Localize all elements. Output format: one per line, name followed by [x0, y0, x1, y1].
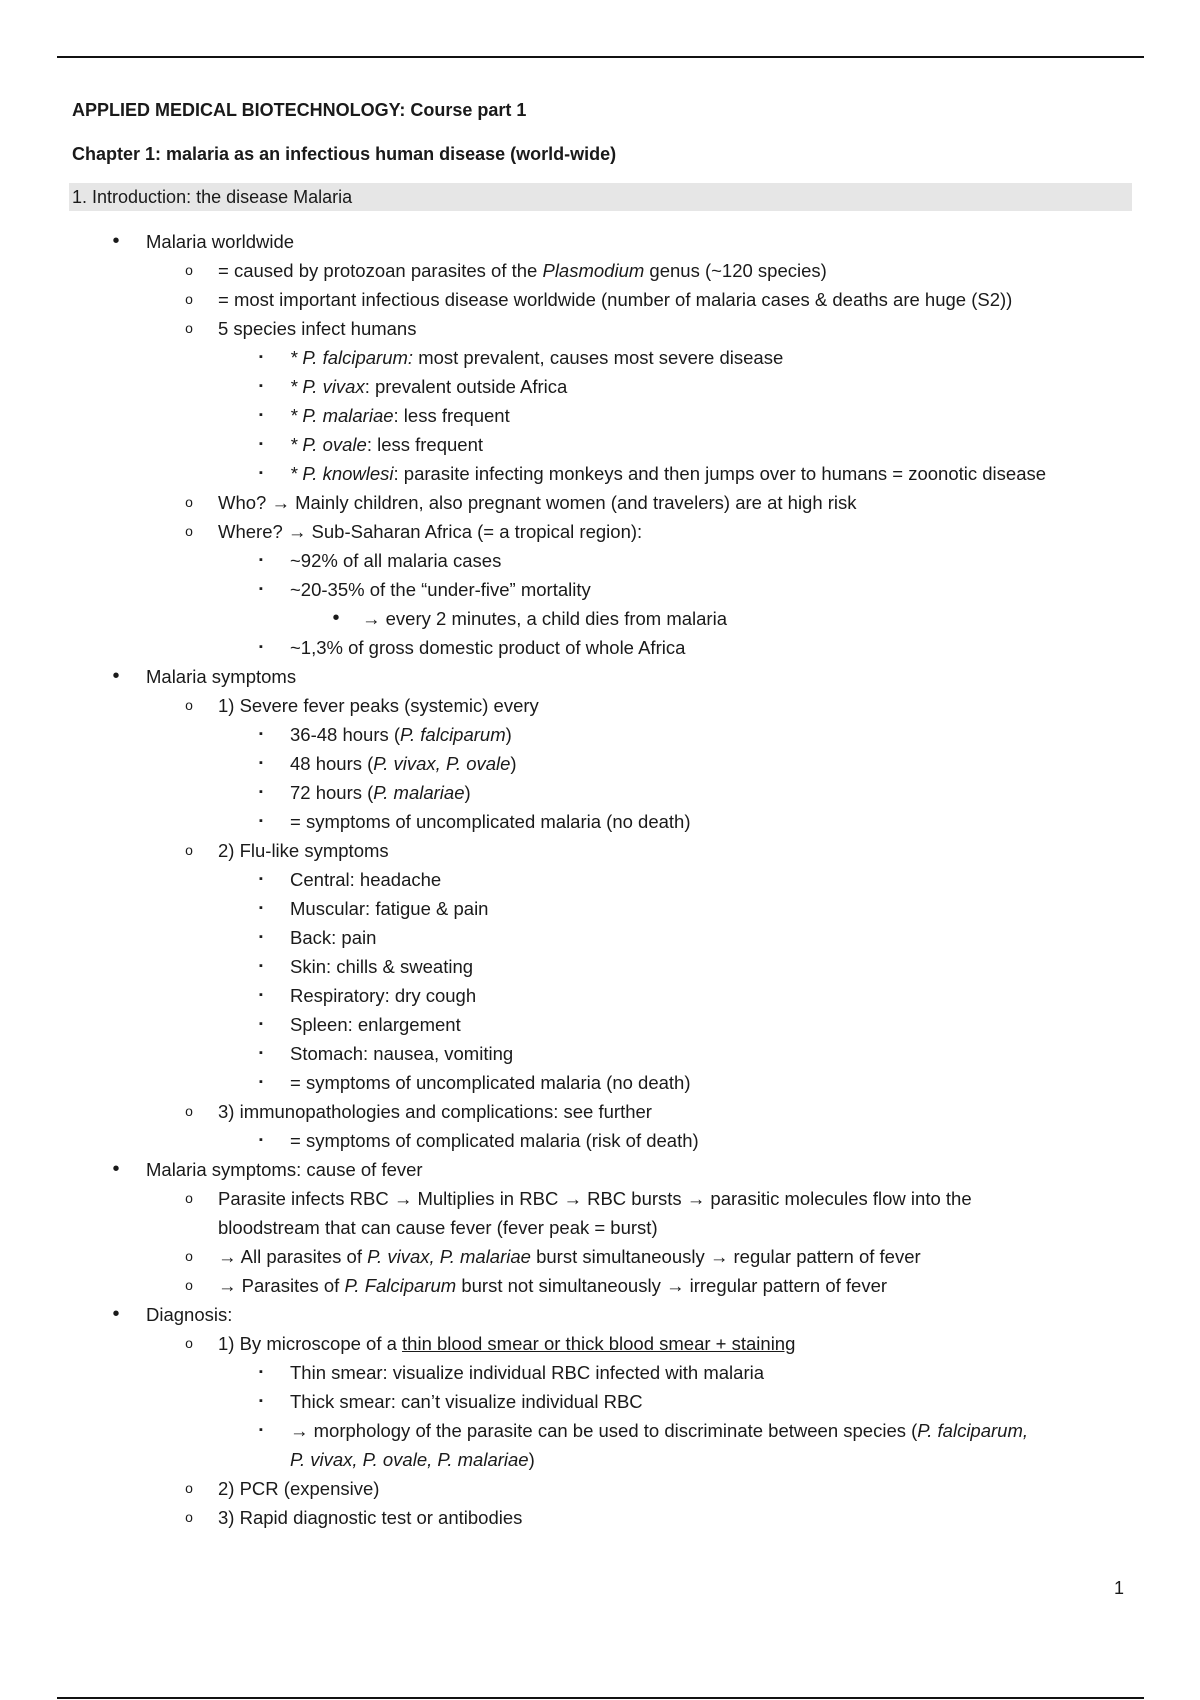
list-item: ▪ ~92% of all malaria cases — [72, 546, 1132, 575]
bullet-square: ▪ — [259, 583, 263, 595]
list-item: • Malaria symptoms — [72, 662, 1132, 691]
bullet-circle: o — [185, 291, 193, 307]
list-item: ▪ → morphology of the parasite can be used to discriminate between species (P. falciparum, — [72, 1416, 1132, 1445]
bullet-square: ▪ — [259, 1395, 263, 1407]
list-item-continuation: P. vivax, P. ovale, P. malariae) — [290, 1449, 535, 1470]
bullet-dot: • — [112, 1303, 120, 1325]
bullet-square: ▪ — [259, 641, 263, 653]
list-item: ▪ = symptoms of uncomplicated malaria (no death) — [72, 807, 1132, 836]
bullet-square: ▪ — [259, 554, 263, 566]
list-item: • Diagnosis: — [72, 1300, 1132, 1329]
bullet-circle: o — [185, 262, 193, 278]
list-item: o Parasite infects RBC → Multiplies in RBC → RBC bursts → parasitic molecules flow into the — [72, 1184, 1132, 1213]
list-item: ▪ * P. vivax: prevalent outside Africa — [72, 372, 1132, 401]
bullet-square: ▪ — [259, 467, 263, 479]
bullet-circle: o — [185, 320, 193, 336]
bullet-circle: o — [185, 842, 193, 858]
bullet-dot: • — [112, 665, 120, 687]
list-item: ▪ Thick smear: can’t visualize individual RBC — [72, 1387, 1132, 1416]
list-item: o 2) Flu-like symptoms — [72, 836, 1132, 865]
list-item: ▪ 36-48 hours (P. falciparum) — [72, 720, 1132, 749]
list-item: ▪ 48 hours (P. vivax, P. ovale) — [72, 749, 1132, 778]
bullet-square: ▪ — [259, 351, 263, 363]
bullet-circle: o — [185, 1248, 193, 1264]
bullet-circle: o — [185, 494, 193, 510]
bullet-circle: o — [185, 1509, 193, 1525]
list-item: o 5 species infect humans — [72, 314, 1132, 343]
list-item: o 3) immunopathologies and complications: see further — [72, 1097, 1132, 1126]
bottom-rule — [57, 1697, 1144, 1699]
list-item: o 3) Rapid diagnostic test or antibodies — [72, 1503, 1132, 1532]
list-item: • → every 2 minutes, a child dies from malaria — [72, 604, 1132, 633]
list-item: ▪ ~20-35% of the “under-five” mortality — [72, 575, 1132, 604]
bullet-square: ▪ — [259, 409, 263, 421]
section-heading: 1. Introduction: the disease Malaria — [69, 183, 1132, 211]
list-item: o 2) PCR (expensive) — [72, 1474, 1132, 1503]
bullet-square: ▪ — [259, 1424, 263, 1436]
bullet-square: ▪ — [259, 931, 263, 943]
bullet-circle: o — [185, 1103, 193, 1119]
list-item: ▪ Spleen: enlargement — [72, 1010, 1132, 1039]
bullet-dot: • — [112, 1158, 120, 1180]
list-item: o 1) Severe fever peaks (systemic) every — [72, 691, 1132, 720]
bullet-circle: o — [185, 1335, 193, 1351]
bullet-square: ▪ — [259, 786, 263, 798]
list-item: ▪ Muscular: fatigue & pain — [72, 894, 1132, 923]
list-item: o = caused by protozoan parasites of the Plasmodium genus (~120 species) — [72, 256, 1132, 285]
list-item: ▪ * P. malariae: less frequent — [72, 401, 1132, 430]
list-item: o = most important infectious disease worldwide (number of malaria cases & deaths are huge (S2)) — [72, 285, 1132, 314]
bullet-square: ▪ — [259, 438, 263, 450]
page-number: 1 — [1114, 1578, 1125, 1598]
chapter-heading: Chapter 1: malaria as an infectious human disease (world-wide) — [72, 144, 617, 164]
list-item: ▪ 72 hours (P. malariae) — [72, 778, 1132, 807]
list-item: o → Parasites of P. Falciparum burst not simultaneously → irregular pattern of fever — [72, 1271, 1132, 1300]
list-item: ▪ = symptoms of complicated malaria (risk of death) — [72, 1126, 1132, 1155]
bullet-square: ▪ — [259, 1134, 263, 1146]
list-item: ▪ * P. ovale: less frequent — [72, 430, 1132, 459]
top-rule — [57, 56, 1144, 58]
list-item: • Malaria symptoms: cause of fever — [72, 1155, 1132, 1184]
list-item: ▪ Central: headache — [72, 865, 1132, 894]
bullet-circle: o — [185, 523, 193, 539]
list-item: o Where? → Sub-Saharan Africa (= a tropical region): — [72, 517, 1132, 546]
document-body — [72, 96, 1132, 1532]
list-item: o 1) By microscope of a thin blood smear or thick blood smear + staining — [72, 1329, 1132, 1358]
bullet-square: ▪ — [259, 757, 263, 769]
bullet-square: ▪ — [259, 728, 263, 740]
bullet-dot: • — [332, 607, 340, 629]
course-title: APPLIED MEDICAL BIOTECHNOLOGY: Course part 1 — [72, 100, 527, 120]
bullet-square: ▪ — [259, 1047, 263, 1059]
bullet-square: ▪ — [259, 815, 263, 827]
list-item: ▪ = symptoms of uncomplicated malaria (no death) — [72, 1068, 1132, 1097]
bullet-square: ▪ — [259, 902, 263, 914]
list-item: ▪ Thin smear: visualize individual RBC infected with malaria — [72, 1358, 1132, 1387]
bullet-dot: • — [112, 230, 120, 252]
list-item: o → All parasites of P. vivax, P. malariae burst simultaneously → regular pattern of fever — [72, 1242, 1132, 1271]
list-item: ▪ Skin: chills & sweating — [72, 952, 1132, 981]
bullet-circle: o — [185, 697, 193, 713]
bullet-square: ▪ — [259, 1018, 263, 1030]
bullet-square: ▪ — [259, 873, 263, 885]
list-item: • Malaria worldwide — [72, 227, 1132, 256]
list-item: ▪ Back: pain — [72, 923, 1132, 952]
list-item: ▪ Respiratory: dry cough — [72, 981, 1132, 1010]
bullet-square: ▪ — [259, 1366, 263, 1378]
list-item-continuation: bloodstream that can cause fever (fever peak = burst) — [218, 1217, 658, 1238]
list-item: ▪ * P. falciparum: most prevalent, causes most severe disease — [72, 343, 1132, 372]
bullet-square: ▪ — [259, 1076, 263, 1088]
list-item: ▪ ~1,3% of gross domestic product of whole Africa — [72, 633, 1132, 662]
list-item: ▪ * P. knowlesi: parasite infecting monkeys and then jumps over to humans = zoonotic disease — [72, 459, 1132, 488]
list-item: ▪ Stomach: nausea, vomiting — [72, 1039, 1132, 1068]
bullet-circle: o — [185, 1277, 193, 1293]
bullet-square: ▪ — [259, 989, 263, 1001]
bullet-square: ▪ — [259, 960, 263, 972]
list-item: o Who? → Mainly children, also pregnant women (and travelers) are at high risk — [72, 488, 1132, 517]
bullet-circle: o — [185, 1480, 193, 1496]
bullet-square: ▪ — [259, 380, 263, 392]
bullet-circle: o — [185, 1190, 193, 1206]
bullet-list — [72, 227, 1132, 1532]
